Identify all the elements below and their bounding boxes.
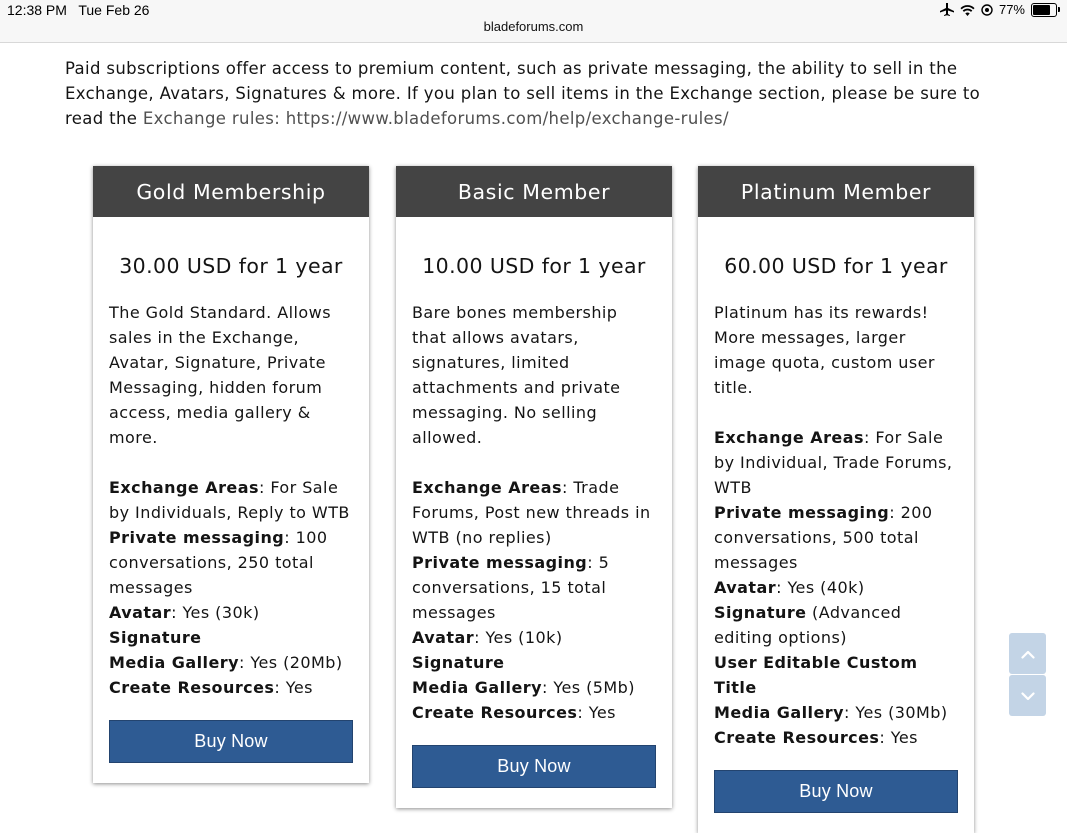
feature-label: Private messaging (109, 528, 285, 547)
status-indicators (940, 2, 1057, 17)
feature-label: Exchange Areas (714, 428, 864, 447)
feature-value: : 5 conversations, 15 total messages (412, 553, 610, 622)
intro-paragraph (65, 56, 995, 131)
feature-label: Signature (714, 603, 807, 622)
intro-text: Paid subscriptions offer access to premium content, such as private messaging, the ability to sell in the Exchange, Avatars, Signatures & more. If you plan to sell items in the Exchange section, please be sure to read the (65, 59, 981, 128)
feature-item (412, 700, 656, 725)
exchange-rules-link[interactable]: Exchange rules: https://www.bladeforums.com/help/exchange-rules/ (142, 109, 729, 128)
address-url[interactable]: bladeforums.com (483, 19, 584, 34)
feature-label: Media Gallery (714, 703, 844, 722)
plan-body (698, 253, 974, 833)
plan-features (412, 475, 656, 725)
feature-value: : For Sale by Individual, Trade Forums, WTB (714, 428, 953, 497)
buy-now-button-platinum[interactable]: Buy Now (714, 770, 958, 813)
feature-value: : Yes (879, 728, 918, 747)
status-time-date (7, 2, 149, 18)
feature-value: : 200 conversations, 500 total messages (714, 503, 933, 572)
feature-label: Avatar (714, 578, 777, 597)
plan-description: The Gold Standard. Allows sales in the Exchange, Avatar, Signature, Private Messaging, hidden forum access, media gallery & more. (109, 303, 331, 447)
feature-item (412, 650, 656, 675)
plan-description: Bare bones membership that allows avatars, signatures, limited attachments and private messaging. No selling allowed. (412, 303, 621, 447)
feature-value: : Yes (40k) (776, 578, 865, 597)
plan-price: 60.00 USD for 1 year (724, 254, 948, 278)
buy-now-button-gold[interactable]: Buy Now (109, 720, 353, 763)
feature-label: Media Gallery (412, 678, 542, 697)
feature-label: Exchange Areas (412, 478, 562, 497)
feature-item (412, 675, 656, 700)
feature-item (109, 475, 353, 525)
plan-card-gold (93, 166, 369, 783)
feature-label: Create Resources (109, 678, 275, 697)
scroll-up-button[interactable] (1009, 633, 1046, 674)
feature-item (412, 550, 656, 625)
feature-label: Private messaging (412, 553, 588, 572)
feature-item (714, 425, 958, 500)
plan-body (396, 253, 672, 808)
feature-label: Signature (109, 628, 202, 647)
feature-item (714, 650, 958, 700)
feature-value: (Advanced editing options) (714, 603, 902, 647)
status-time: 12:38 PM (7, 2, 67, 18)
plan-description: Platinum has its rewards! More messages, larger image quota, custom user title. (714, 303, 935, 397)
feature-label: Create Resources (412, 703, 578, 722)
plan-card-basic (396, 166, 672, 808)
feature-label: Avatar (412, 628, 475, 647)
status-date: Tue Feb 26 (78, 2, 150, 18)
feature-value: : Yes (5Mb) (542, 678, 635, 697)
feature-item (109, 525, 353, 600)
plan-body (93, 253, 369, 783)
feature-item (109, 675, 353, 700)
feature-value: : Yes (274, 678, 313, 697)
feature-value: : Yes (20Mb) (239, 653, 343, 672)
feature-item (714, 700, 958, 725)
feature-value: : Yes (30Mb) (844, 703, 948, 722)
plan-title: Basic Member (396, 166, 672, 217)
feature-item (714, 725, 958, 750)
plan-price: 10.00 USD for 1 year (422, 254, 646, 278)
feature-item (412, 475, 656, 550)
plan-title: Platinum Member (698, 166, 974, 217)
feature-label: Media Gallery (109, 653, 239, 672)
plan-features (109, 475, 353, 700)
feature-item (714, 575, 958, 600)
feature-label: Signature (412, 653, 505, 672)
location-lock-icon (981, 4, 993, 16)
feature-item (412, 625, 656, 650)
feature-item (714, 600, 958, 650)
battery-percent: 77% (998, 2, 1025, 17)
wifi-icon (960, 4, 975, 16)
airplane-icon (940, 3, 954, 16)
chevron-down-icon (1021, 686, 1035, 705)
status-bar (0, 0, 1067, 43)
scroll-down-button[interactable] (1009, 675, 1046, 716)
feature-label: User Editable Custom Title (714, 653, 918, 697)
feature-value: : Yes (577, 703, 616, 722)
feature-label: Exchange Areas (109, 478, 259, 497)
feature-value: : Yes (10k) (474, 628, 563, 647)
feature-value: : Trade Forums, Post new threads in WTB (no replies) (412, 478, 651, 547)
plan-title: Gold Membership (93, 166, 369, 217)
feature-label: Avatar (109, 603, 172, 622)
feature-item (109, 625, 353, 650)
buy-now-button-basic[interactable]: Buy Now (412, 745, 656, 788)
feature-value: : 100 conversations, 250 total messages (109, 528, 328, 597)
battery-icon (1031, 3, 1057, 17)
feature-label: Private messaging (714, 503, 890, 522)
battery-fill (1033, 5, 1050, 15)
chevron-up-icon (1021, 644, 1035, 663)
feature-item (109, 600, 353, 625)
feature-label: Create Resources (714, 728, 880, 747)
feature-value: : For Sale by Individuals, Reply to WTB (109, 478, 350, 522)
feature-item (714, 500, 958, 575)
plan-card-platinum (698, 166, 974, 833)
feature-item (109, 650, 353, 675)
plan-price: 30.00 USD for 1 year (119, 254, 343, 278)
plan-features (714, 425, 958, 750)
feature-value: : Yes (30k) (171, 603, 260, 622)
